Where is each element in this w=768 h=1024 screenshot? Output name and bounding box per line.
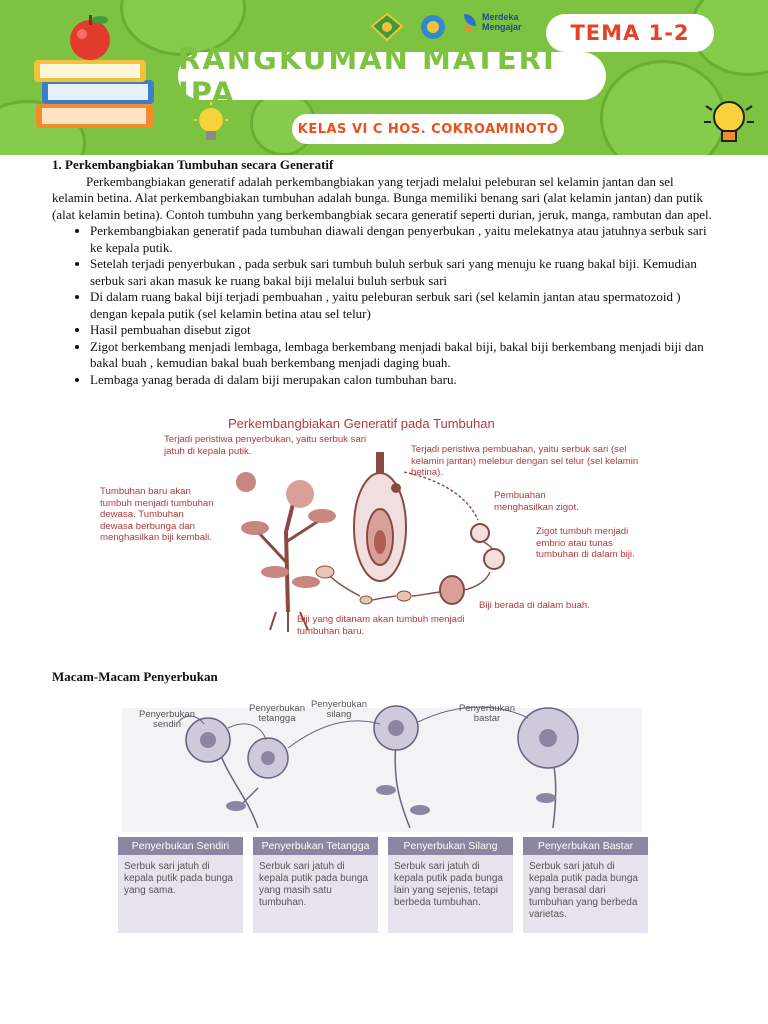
class-badge — [292, 114, 564, 144]
card-text: Serbuk sari jatuh di kepala putik pada bunga yang berasal dari tumbuhan yang berbeda varietas. — [529, 861, 638, 920]
card-tetangga — [253, 837, 378, 933]
card-text: Serbuk sari jatuh di kepala putik pada bunga yang masih satu tumbuhan. — [259, 861, 368, 908]
section2-heading: Macam-Macam Penyerbukan — [52, 669, 218, 684]
bullet-item: • Hasil pembuahan disebut zigot — [90, 322, 712, 339]
flower-silang-icon — [374, 706, 418, 750]
merdeka-logo-icon — [462, 12, 478, 32]
bullet-list — [52, 223, 712, 388]
fruit-icon — [440, 576, 464, 604]
tema-label: TEMA 1-2 — [570, 21, 690, 45]
card-text: Serbuk sari jatuh di kepala putik pada bunga lain yang sejenis, tetapi berbeda tumbuhan. — [394, 861, 503, 908]
label-silang: Penyerbukan silang — [311, 699, 367, 720]
mengajar-text: Mengajar — [482, 22, 522, 32]
bullet-item: • Lembaga yanag berada di dalam biji merupakan calon tumbuhan baru. — [90, 372, 712, 389]
page-title-box — [178, 42, 606, 110]
caption-penyerbukan: Terjadi peristiwa penyerbukan, yaitu serbuk sari jatuh di kepala putik. — [164, 434, 367, 457]
caption-buah: Biji berada di dalam buah. — [479, 600, 590, 611]
zygote-icon — [471, 524, 489, 542]
card-title: Penyerbukan Tetangga — [253, 837, 378, 855]
label-sendiri: Penyerbukan sendiri — [139, 709, 195, 730]
caption-ditanam: Biji yang ditanam akan tumbuh menjadi tumbuhan baru. — [297, 614, 465, 637]
school-logo-icon — [370, 12, 404, 42]
merdeka-text: Merdeka — [482, 12, 519, 22]
card-title: Penyerbukan Sendiri — [118, 837, 243, 855]
caption-dewasa: Tumbuhan baru akan tumbuh menjadi tumbuhan dewasa. Tumbuhan dewasa berbunga dan menghasilkan biji kembali. — [100, 486, 214, 543]
section-heading: 1. Perkembangbiakan Tumbuhan secara Generatif — [52, 157, 334, 172]
card-title: Penyerbukan Silang — [388, 837, 513, 855]
seed-icon — [360, 596, 372, 604]
bullet-item: • Perkembangbiakan generatif pada tumbuhan diawali dengan penyerbukan , yaitu melekatnya atau jatuhnya serbuk sari ke kepala putik. — [90, 223, 712, 256]
label-tetangga: Penyerbukan tetangga — [249, 703, 305, 724]
section-generatif — [52, 155, 712, 388]
page-title: RANGKUMAN MATERI IPA — [178, 42, 556, 110]
flower-tetangga-icon — [248, 738, 288, 778]
class-label: KELAS VI C HOS. COKROAMINOTO — [297, 121, 559, 137]
card-silang — [388, 837, 513, 933]
card-title: Penyerbukan Bastar — [523, 837, 648, 855]
card-sendiri — [118, 837, 243, 933]
label-bastar: Penyerbukan bastar — [459, 703, 515, 724]
bullet-item: • Zigot berkembang menjadi lembaga, lembaga berkembang menjadi bakal biji, bakal biji berkembang menjadi biji dan bakal buah , kemudian bakal buah berkembang menjadi daging buah. — [90, 339, 712, 372]
bullet-item: • Di dalam ruang bakal biji terjadi pembuahan , yaitu peleburan serbuk sari (sel kelamin jantan atau spermatozoid ) dengan kepala putik (sel kelamin betina atau sel telur) — [90, 289, 712, 322]
seedling-icon — [316, 566, 334, 578]
section-paragraph: Perkembangbiakan generatif adalah perkembangbiakan yang terjadi melalui peleburan sel kelamin jantan dan sel kelamin betina. Alat perkembangbiakan tumbuhan adalah bunga. Bunga memiliki benang sari (alat kelamin jantan) dan putik (alat kelamin betina). Contoh tumbuhn yang berkembangbiak secara generatif seperti durian, jeruk, manga, rambutan dan apel. — [52, 173, 712, 222]
figure-title: Perkembangbiakan Generatif pada Tumbuhan — [228, 416, 495, 431]
seed-icon — [397, 591, 411, 601]
card-bastar — [523, 837, 648, 933]
caption-embrio: Zigot tumbuh menjadi embrio atau tunas tumbuhan di dalam biji. — [536, 526, 635, 560]
idea-bulb-icon — [700, 92, 758, 150]
header-banner — [0, 0, 768, 155]
caption-zigot: Pembuahan menghasilkan zigot. — [494, 490, 579, 513]
bullet-item: • Setelah terjadi penyerbukan , pada serbuk sari tumbuh buluh serbuk sari yang menuju ke ruang bakal biji. Kemudian serbuk sari akan masuk ke ruang bakal biji melalui buluh serbuk sari — [90, 256, 712, 289]
embryo-icon — [484, 549, 504, 569]
books-apple-icon — [28, 10, 158, 135]
ovary-section-icon — [354, 452, 406, 581]
card-text: Serbuk sari jatuh di kepala putik pada bunga yang sama. — [124, 861, 233, 896]
merdeka-mengajar-logo — [462, 12, 522, 32]
ministry-logo-icon — [416, 12, 450, 42]
generative-cycle-figure — [90, 412, 680, 644]
pollination-types-figure — [118, 698, 648, 938]
adult-plant-icon — [236, 472, 336, 632]
caption-pembuahan: Terjadi peristiwa pembuahan, yaitu serbuk sari (sel kelamin jantan) melebur dengan sel telur (sel kelamin betina). — [411, 444, 639, 478]
